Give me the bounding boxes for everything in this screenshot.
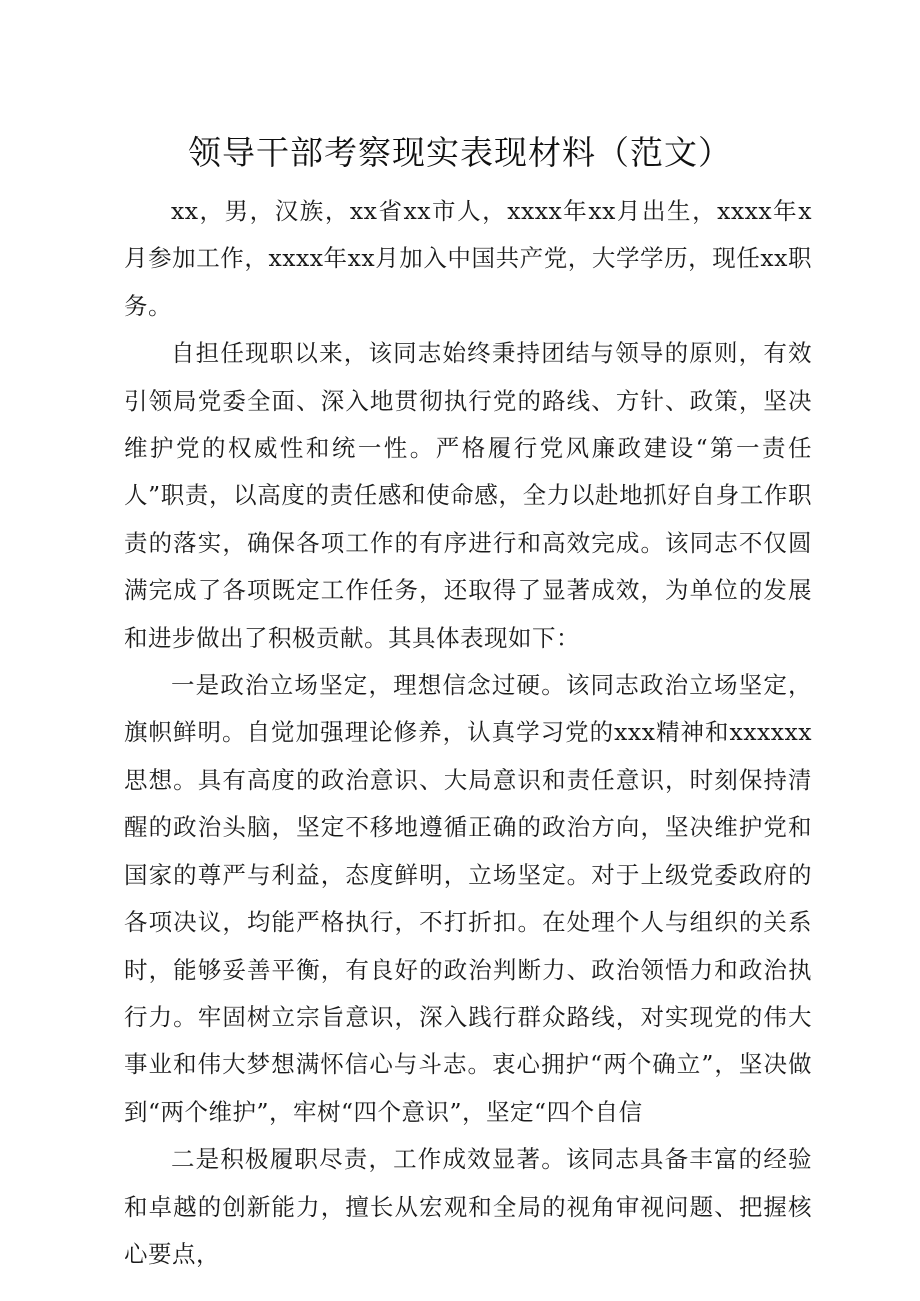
document-body — [124, 188, 812, 1278]
paragraph-duty-performance: 二是积极履职尽责，工作成效显著。该同志具备丰富的经验和卓越的创新能力，擅长从宏观和全局的视角审视问题、把握核心要点， — [124, 1145, 812, 1268]
paragraph-personal-info: xx，男，汉族，xx省xx市人，xxxx年xx月出生，xxxx年x月参加工作，xxxx年xx月加入中国共产党，大学学历，现任xx职务。 — [124, 197, 812, 320]
paragraph-overview: 自担任现职以来，该同志始终秉持团结与领导的原则，有效引领局党委全面、深入地贯彻执行党的路线、方针、政策，坚决维护党的权威性和统一性。严格履行党风廉政建设“第一责任人”职责，以高度的责任感和使命感，全力以赴地抓好自身工作职责的落实，确保各项工作的有序进行和高效完成。该同志不仅圆满完成了各项既定工作任务，还取得了显著成效，为单位的发展和进步做出了积极贡献。其具体表现如下： — [124, 339, 812, 652]
document-title: 领导干部考察现实表现材料（范文） — [188, 133, 732, 172]
paragraph-political-stance: 一是政治立场坚定，理想信念过硬。该同志政治立场坚定，旗帜鲜明。自觉加强理论修养，认真学习党的xxx精神和xxxxxx思想。具有高度的政治意识、大局意识和责任意识，时刻保持清醒的政治头脑，坚定不移地遵循正确的政治方向，坚决维护党和国家的尊严与利益，态度鲜明，立场坚定。对于上级党委政府的各项决议，均能严格执行，不打折扣。在处理个人与组织的关系时，能够妥善平衡，有良好的政治判断力、政治领悟力和政治执行力。牢固树立宗旨意识，深入践行群众路线，对实现党的伟大事业和伟大梦想满怀信心与斗志。衷心拥护“两个确立”，坚决做到“两个维护”，牢树“四个意识”，坚定“四个自信 — [124, 671, 812, 1126]
